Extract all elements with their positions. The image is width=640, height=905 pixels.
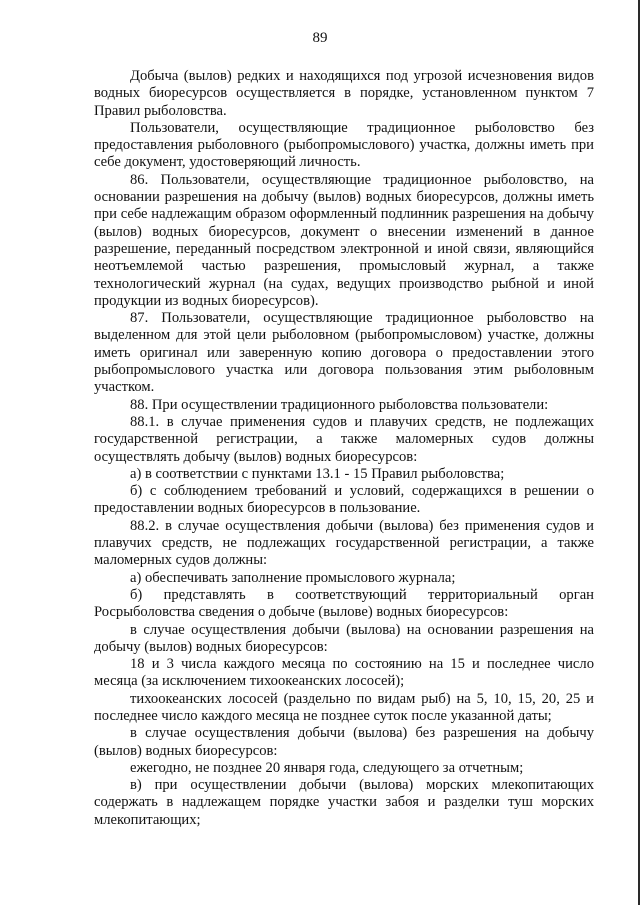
paragraph: в случае осуществления добычи (вылова) без разрешения на добычу (вылов) водных биоресурсов: <box>94 725 594 759</box>
paragraph: 18 и 3 числа каждого месяца по состоянию на 15 и последнее число месяца (за исключением тихоокеанских лососей); <box>94 656 594 690</box>
paragraph: а) в соответствии с пунктами 13.1 - 15 Правил рыболовства; <box>130 465 505 482</box>
document-body <box>94 68 594 829</box>
paragraph: 88.1. в случае применения судов и плавучих средств, не подлежащих государственной регистрации, а также маломерных судов должны осуществлять добычу (вылов) водных биоресурсов: <box>94 413 594 465</box>
paragraph: б) с соблюдением требований и условий, содержащихся в решении о предоставлении водных биоресурсов в пользование. <box>94 483 594 517</box>
paragraph: тихоокеанских лососей (раздельно по видам рыб) на 5, 10, 15, 20, 25 и последнее число каждого месяца не позднее суток после указанной даты; <box>94 690 594 724</box>
paragraph: в случае осуществления добычи (вылова) на основании разрешения на добычу (вылов) водных биоресурсов: <box>94 621 594 655</box>
paragraph: 88. При осуществлении традиционного рыболовства пользователи: <box>130 396 549 413</box>
paragraph: 86. Пользователи, осуществляющие традиционное рыболовство, на основании разрешения на добычу (вылов) водных биоресурсов, должны иметь при себе надлежащим образом оформленный подлинник разрешения на добычу (вылов) водных биоресурсов, документ о внесении изменений в данное разрешение, переданный посредством электронной и иной связи, являющийся неотъемлемой частью разрешения, промысловый журнал, а также технологический журнал (на судах, ведущих производство рыбной и иной продукции из водных биоресурсов). <box>94 171 594 309</box>
paragraph: в) при осуществлении добычи (вылова) морских млекопитающих содержать в надлежащем порядке участки забоя и разделки туш морских млекопитающих; <box>94 777 594 828</box>
paragraph: 88.2. в случае осуществления добычи (вылова) без применения судов и плавучих средств, не подлежащих государственной регистрации, а также маломерных судов должны: <box>94 517 594 569</box>
paragraph: Добыча (вылов) редких и находящихся под угрозой исчезновения видов водных биоресурсов осуществляется в порядке, установленном пунктом 7 Правил рыболовства. <box>94 68 594 119</box>
paragraph: Пользователи, осуществляющие традиционное рыболовство без предоставления рыболовного (рыбопромыслового) участка, должны иметь при себе документ, удостоверяющий личность. <box>94 119 594 171</box>
paragraph: ежегодно, не позднее 20 января года, следующего за отчетным; <box>130 759 524 776</box>
paragraph: а) обеспечивать заполнение промыслового журнала; <box>130 569 456 586</box>
paragraph: б) представлять в соответствующий территориальный орган Росрыболовства сведения о добыче (вылове) водных биоресурсов: <box>94 586 594 621</box>
page-number: 89 <box>312 30 328 46</box>
paragraph: 87. Пользователи, осуществляющие традиционное рыболовство на выделенном для этой цели рыболовном (рыбопромысловом) участке, должны иметь оригинал или заверенную копию договора о предоставлении этого рыбопромыслового участка или договора пользования этим рыболовным участком. <box>94 310 594 396</box>
